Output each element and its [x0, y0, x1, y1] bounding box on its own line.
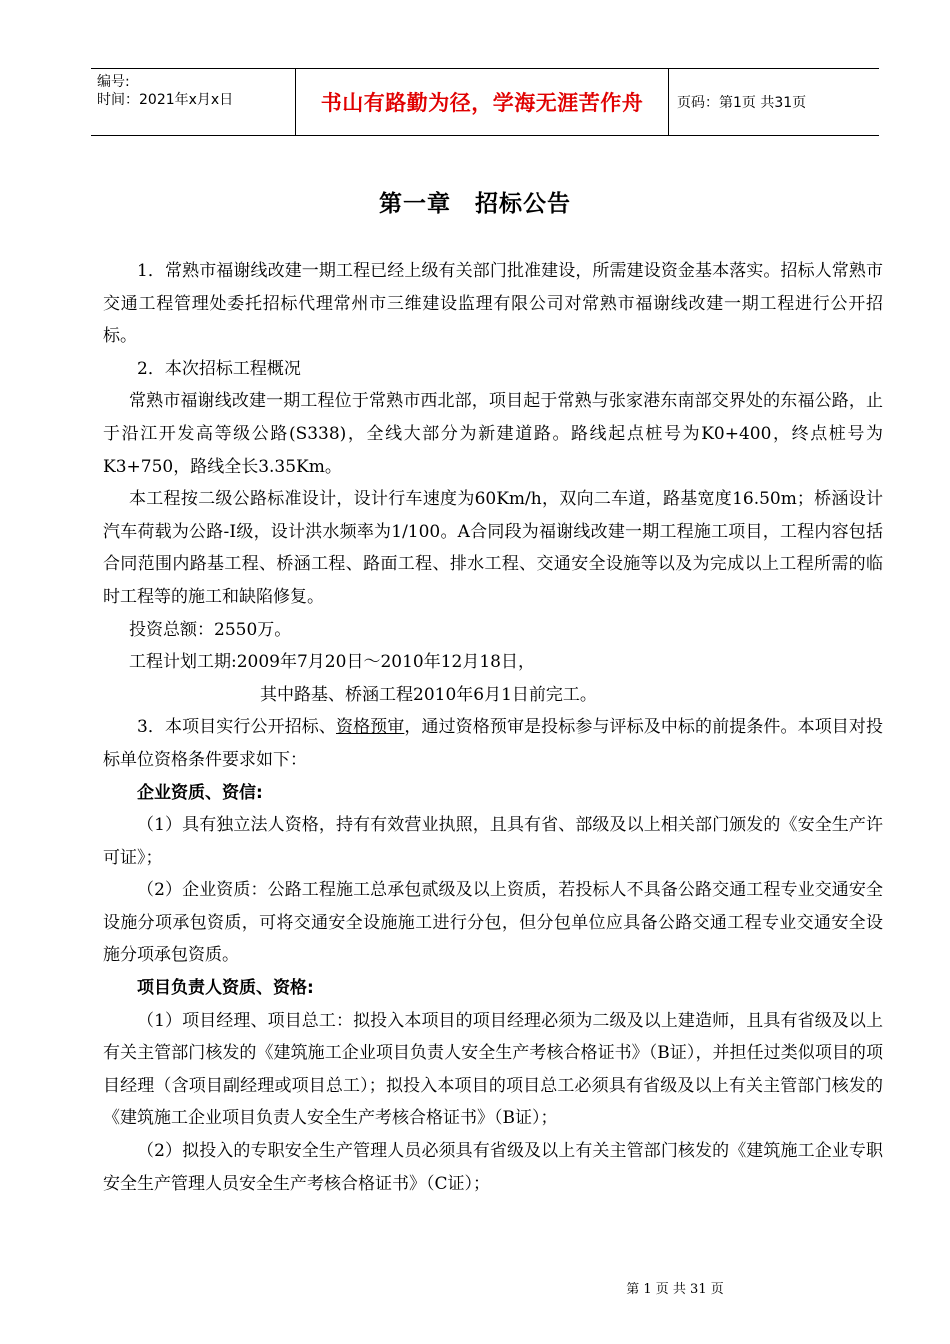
paragraph-12: （2）拟投入的专职安全生产管理人员必须具有省级及以上有关主管部门核发的《建筑施工企业专职安全生产管理人员安全生产考核合格证书》（C证）；: [103, 1141, 883, 1194]
page-indicator: 页码：第1页 共31页: [677, 95, 807, 111]
paragraph-1: 1．常熟市福谢线改建一期工程已经上级有关部门批准建设，所需建设资金基本落实。招标人常熟市交通工程管理处委托招标代理常州市三维建设监理有限公司对常熟市福谢线改建一期工程进行公开招标。: [103, 261, 883, 347]
paragraph-2: 2．本次招标工程概况: [137, 358, 301, 379]
paragraph-7: 其中路基、桥涵工程2010年6月1日前完工。: [260, 684, 597, 705]
motto-text: 书山有路勤为径，学海无涯苦作舟: [320, 91, 644, 115]
page-footer: 第 1 页 共 31 页: [626, 1282, 724, 1297]
paragraph-8-start: 3．本项目实行公开招标、: [137, 717, 336, 738]
document-time-label: 时间：2021年x月x日: [97, 92, 234, 108]
paragraph-5: 投资总额：2550万。: [129, 619, 292, 640]
document-header: [91, 68, 879, 136]
paragraph-10: （2）企业资质：公路工程施工总承包贰级及以上资质，若投标人不具备公路交通工程专业交通安全设施分项承包资质，可将交通安全设施施工进行分包，但分包单位应具备公路交通工程专业交通安全设施分项承包资质。: [103, 880, 883, 966]
paragraph-8-end: ，通过资格预审是投标参与评标及中标的前提条件。本项目对投标单位资格条件要求如下：: [103, 717, 883, 770]
heading-project-leader: 项目负责人资质、资格:: [137, 978, 314, 999]
qualification-prereview-link[interactable]: 资格预审: [335, 717, 405, 738]
chapter-title: 第一章 招标公告: [379, 191, 571, 217]
header-motto-cell: [296, 69, 669, 136]
document-body: [103, 255, 883, 1200]
paragraph-4: 本工程按二级公路标准设计，设计行车速度为60Km/h，双向二车道，路基宽度16.50m；桥涵设计汽车荷载为公路-Ⅰ级，设计洪水频率为1/100。A合同段为福谢线改建一期工程施工项目，工程内容包括合同范围内路基工程、桥涵工程、路面工程、排水工程、交通安全设施等以及为完成以上工程所需的临时工程等的施工和缺陷修复。: [103, 489, 883, 607]
paragraph-6: 工程计划工期:2009年7月20日～2010年12月18日，: [129, 652, 535, 673]
header-page-cell: [669, 69, 880, 136]
paragraph-11: （1）项目经理、项目总工：拟投入本项目的项目经理必须为二级及以上建造师，且具有省级及以上有关主管部门核发的《建筑施工企业项目负责人安全生产考核合格证书》（B证），并担任过类似项目的项目经理（含项目副经理或项目总工）；拟投入本项目的项目总工必须具有省级及以上有关主管部门核发的《建筑施工企业项目负责人安全生产考核合格证书》（B证）；: [103, 1010, 883, 1129]
paragraph-3: 常熟市福谢线改建一期工程位于常熟市西北部，项目起于常熟与张家港东南部交界处的东福公路，止于沿江开发高等级公路(S338)，全线大部分为新建道路。路线起点桩号为K0+400，终点桩号为K3+750，路线全长3.35Km。: [103, 391, 883, 477]
document-number-label: 编号:: [97, 74, 130, 90]
paragraph-9: （1）具有独立法人资格，持有有效营业执照，且具有省、部级及以上相关部门颁发的《安全生产许可证》；: [103, 815, 883, 868]
paragraph-8: [103, 711, 883, 776]
heading-enterprise-qualification: 企业资质、资信:: [137, 782, 263, 803]
header-left-cell: [91, 69, 296, 136]
